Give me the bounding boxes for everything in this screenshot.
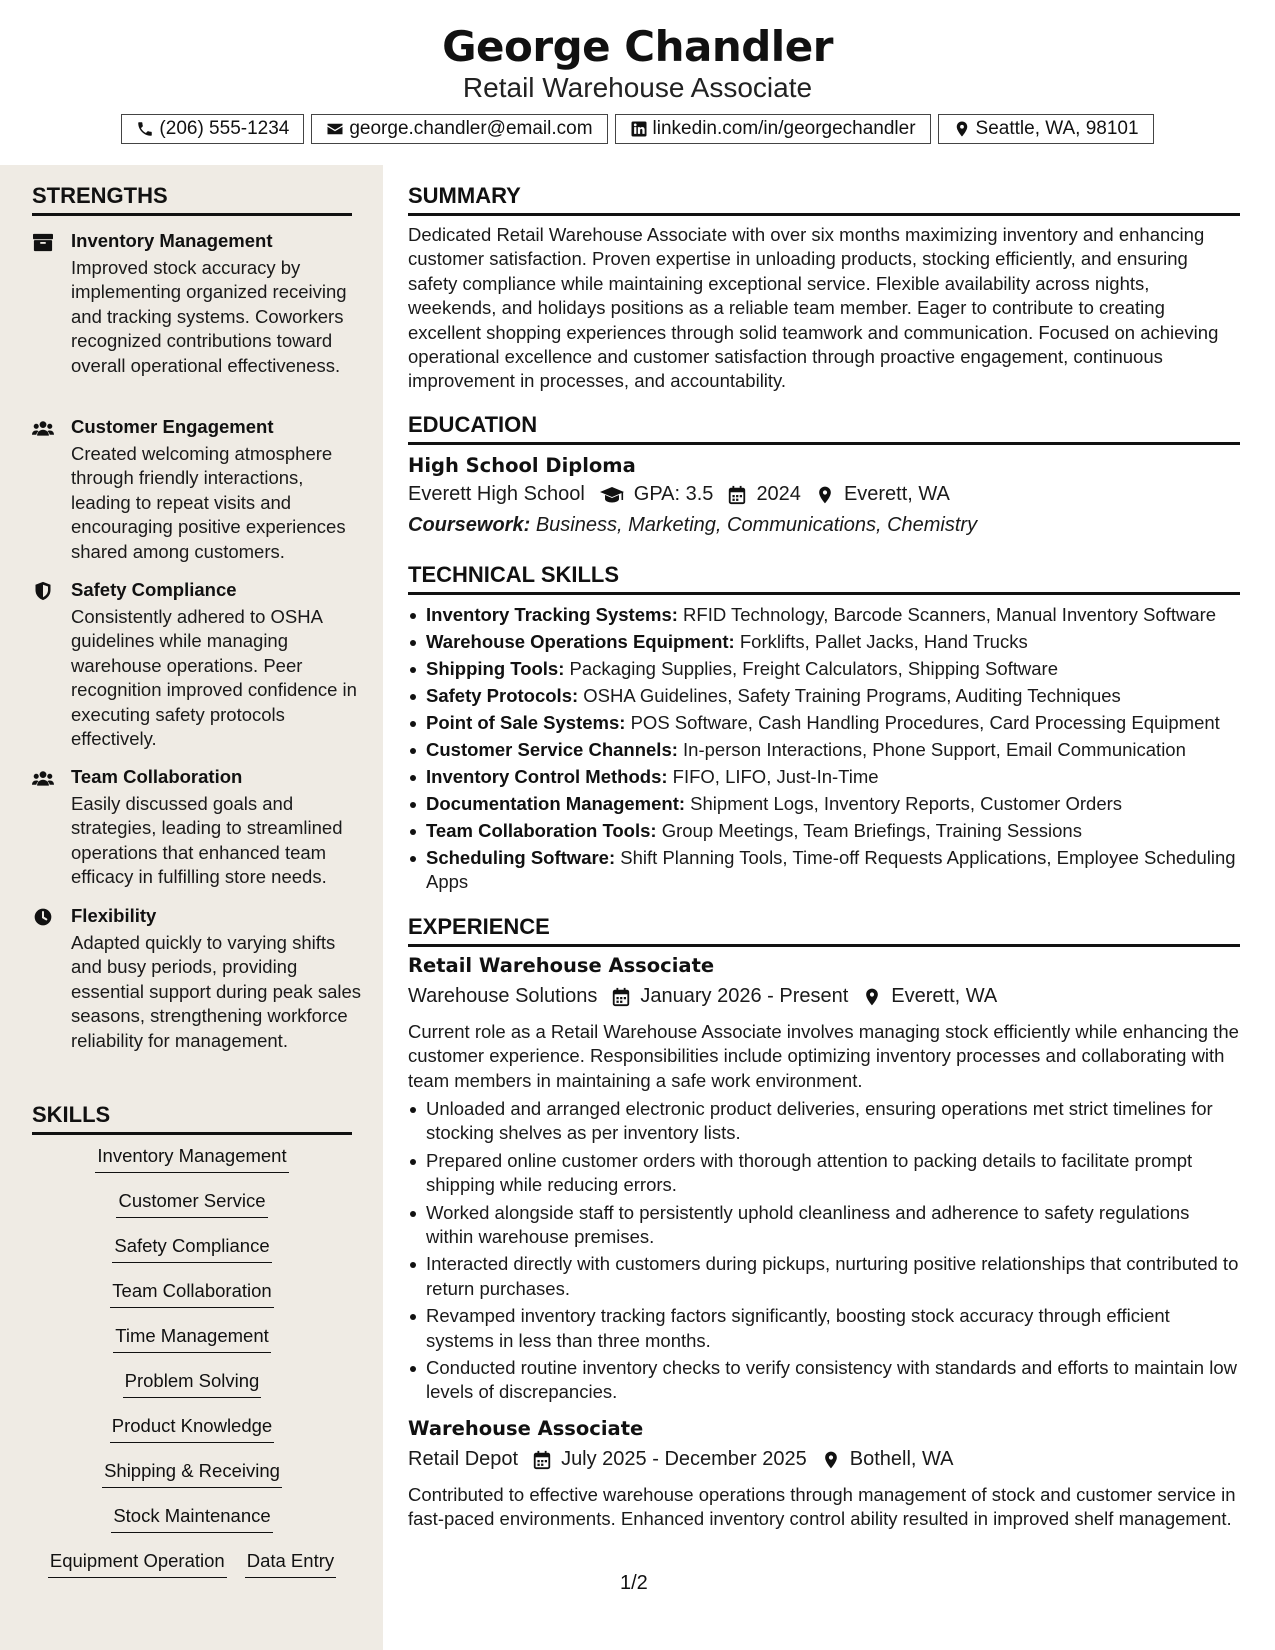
coursework-label: Coursework:: [408, 514, 531, 536]
skill-category: Team Collaboration Tools:: [426, 820, 657, 841]
location-pin-icon: [953, 120, 971, 138]
skill-values: Shipment Logs, Inventory Reports, Customer Orders: [690, 793, 1123, 814]
job-title: Retail Warehouse Associate: [408, 954, 715, 977]
graduation-year: 2024: [756, 483, 801, 505]
list-item: [408, 657, 1240, 681]
phone-text: (206) 555-1234: [159, 118, 290, 139]
school-location: Everett, WA: [843, 483, 950, 505]
resume-header: [0, 0, 1275, 165]
page-number: 1/2: [620, 1572, 648, 1594]
technical-skills-heading: TECHNICAL SKILLS: [408, 562, 1240, 595]
contact-email[interactable]: [311, 114, 607, 144]
skill-values: POS Software, Cash Handling Procedures, Card Processing Equipment: [630, 712, 1220, 733]
skill-values: Forklifts, Pallet Jacks, Hand Trucks: [739, 631, 1028, 652]
list-item: Worked alongside staff to persistently uphold cleanliness and adherence to safety regulations within warehouse premises.: [408, 1201, 1240, 1250]
candidate-title: Retail Warehouse Associate: [462, 72, 813, 103]
job-bullets: [408, 1097, 1240, 1408]
graduation-cap-icon: [599, 485, 625, 505]
list-item: Interacted directly with customers during pickups, nurturing positive relationships that contributed to return purchases.: [408, 1252, 1240, 1301]
list-item: [408, 792, 1240, 816]
list-item: [408, 738, 1240, 762]
skill-tag: Team Collaboration: [110, 1280, 273, 1308]
strength-title: Inventory Management: [71, 230, 273, 251]
job-location: Bothell, WA: [849, 1448, 954, 1470]
candidate-name: George Chandler: [442, 22, 833, 71]
skill-tag: Equipment Operation: [48, 1550, 227, 1578]
job-summary: Current role as a Retail Warehouse Associate involves managing stock efficiently while enhancing the customer experience. Responsibilities include optimizing inventory processes and collaborating with team members in maintaining a safe work environment.: [408, 1021, 1239, 1091]
linkedin-text: linkedin.com/in/georgechandler: [652, 118, 916, 139]
list-item: Prepared online customer orders with thorough attention to packing details to facilitate prompt shipping while reducing errors.: [408, 1149, 1240, 1198]
calendar-icon: [611, 987, 631, 1007]
email-text: george.chandler@email.com: [349, 118, 593, 139]
users-icon: [32, 418, 54, 438]
strength-title: Team Collaboration: [71, 766, 243, 787]
skill-category: Shipping Tools:: [426, 658, 565, 679]
list-item: [408, 711, 1240, 735]
list-item: Conducted routine inventory checks to verify consistency with standards and efforts to maintain low levels of discrepancies.: [408, 1356, 1240, 1405]
list-item: [408, 630, 1240, 654]
skill-tag: Inventory Management: [95, 1145, 288, 1173]
education-meta: [408, 483, 950, 506]
skill-category: Warehouse Operations Equipment:: [426, 631, 735, 652]
strength-description: Consistently adhered to OSHA guidelines while managing warehouse operations. Peer recognition improved confidence in executing safety protocols effectively.: [71, 606, 357, 750]
skill-tag: Shipping & Receiving: [102, 1460, 282, 1488]
sidebar: [0, 165, 383, 1650]
location-pin-icon: [821, 1450, 841, 1470]
skills-list: [32, 1145, 352, 1595]
skill-tag: Time Management: [113, 1325, 271, 1353]
strength-description: Easily discussed goals and strategies, leading to streamlined operations that enhanced team efficacy in fulfilling store needs.: [71, 793, 343, 888]
skill-category: Point of Sale Systems:: [426, 712, 626, 733]
phone-icon: [136, 120, 154, 138]
skills-heading: SKILLS: [32, 1102, 352, 1135]
list-item: [408, 846, 1240, 895]
list-item: [408, 819, 1240, 843]
skill-values: Shift Planning Tools, Time-off Requests Applications, Employee Scheduling Apps: [426, 847, 1236, 893]
job-dates: July 2025 - December 2025: [561, 1448, 807, 1470]
location-pin-icon: [815, 485, 835, 505]
skill-tag: Customer Service: [116, 1190, 267, 1218]
skill-tag: Stock Maintenance: [111, 1505, 272, 1533]
company-name: Warehouse Solutions: [408, 985, 598, 1007]
job-location: Everett, WA: [891, 985, 998, 1007]
shield-icon: [32, 581, 54, 601]
list-item: Revamped inventory tracking factors significantly, boosting stock accuracy through efficient systems in less than three months.: [408, 1304, 1240, 1353]
box-icon: [32, 232, 54, 252]
job-title: Warehouse Associate: [408, 1417, 644, 1440]
skill-tag: Safety Compliance: [112, 1235, 271, 1263]
experience-heading: EXPERIENCE: [408, 914, 1240, 947]
skill-category: Scheduling Software:: [426, 847, 616, 868]
job-meta: [408, 985, 997, 1008]
contact-phone: [121, 114, 304, 144]
strength-title: Flexibility: [71, 905, 157, 926]
linkedin-icon: [630, 120, 648, 138]
summary-text: Dedicated Retail Warehouse Associate with over six months maximizing inventory and enhancing customer satisfaction. Proven expertise in unloading products, stocking efficiently, and ensuring safety compliance while maintaining exceptional service. Flexible availability across nights, weekends, and holidays positions as a reliable team member. Eager to contribute to creating excellent shopping experiences through solid teamwork and communication. Focused on achieving operational excellence and customer satisfaction through proactive engagement, continuous improvement in processes, and accountability.: [408, 224, 1219, 392]
skill-values: OSHA Guidelines, Safety Training Programs, Auditing Techniques: [583, 685, 1121, 706]
coursework-list: Business, Marketing, Communications, Chemistry: [535, 514, 978, 536]
summary-heading: SUMMARY: [408, 183, 1240, 216]
skill-values: In-person Interactions, Phone Support, Email Communication: [683, 739, 1186, 760]
education-heading: EDUCATION: [408, 412, 1240, 445]
skill-category: Inventory Tracking Systems:: [426, 604, 678, 625]
job-dates: January 2026 - Present: [640, 985, 849, 1007]
skill-values: Packaging Supplies, Freight Calculators, Shipping Software: [569, 658, 1058, 679]
strength-title: Safety Compliance: [71, 579, 237, 600]
strength-description: Created welcoming atmosphere through friendly interactions, leading to repeat visits and encouraging positive experiences shared among customers.: [71, 443, 346, 562]
skill-tag: Data Entry: [245, 1550, 336, 1578]
skill-category: Inventory Control Methods:: [426, 766, 668, 787]
school-name: Everett High School: [408, 483, 585, 505]
strength-title: Customer Engagement: [71, 416, 274, 437]
users-icon: [32, 768, 54, 788]
skill-category: Documentation Management:: [426, 793, 686, 814]
location-pin-icon: [862, 987, 882, 1007]
strength-description: Adapted quickly to varying shifts and busy periods, providing essential support during peak sales seasons, strengthening workforce reliability for management.: [71, 932, 362, 1051]
degree-title: High School Diploma: [408, 454, 636, 477]
list-item: [408, 765, 1240, 789]
skill-tag: Product Knowledge: [110, 1415, 274, 1443]
list-item: [408, 684, 1240, 708]
contact-bar: [0, 114, 1275, 144]
envelope-icon: [326, 120, 344, 138]
contact-linkedin[interactable]: [615, 114, 931, 144]
skill-category: Safety Protocols:: [426, 685, 579, 706]
skill-category: Customer Service Channels:: [426, 739, 678, 760]
strengths-heading: STRENGTHS: [32, 183, 352, 216]
location-text: Seattle, WA, 98101: [975, 118, 1139, 139]
list-item: Unloaded and arranged electronic product deliveries, ensuring operations met strict timelines for stocking shelves as per inventory lists.: [408, 1097, 1240, 1146]
gpa: GPA: 3.5: [633, 483, 714, 505]
company-name: Retail Depot: [408, 1448, 519, 1470]
calendar-icon: [727, 485, 747, 505]
skill-values: RFID Technology, Barcode Scanners, Manual Inventory Software: [683, 604, 1217, 625]
contact-location: [938, 114, 1154, 144]
strength-description: Improved stock accuracy by implementing organized receiving and tracking systems. Coworkers recognized contributions toward overall operational effectiveness.: [71, 257, 347, 376]
list-item: [408, 603, 1240, 627]
calendar-icon: [532, 1450, 552, 1470]
job-summary: Contributed to effective warehouse operations through management of stock and customer service in fast-paced environments. Enhanced inventory control ability resulted in improved shelf management.: [408, 1484, 1236, 1530]
clock-icon: [32, 907, 54, 927]
skill-tag: Problem Solving: [123, 1370, 262, 1398]
skill-values: Group Meetings, Team Briefings, Training Sessions: [661, 820, 1082, 841]
skill-values: FIFO, LIFO, Just-In-Time: [672, 766, 879, 787]
coursework: [408, 514, 977, 537]
job-meta: [408, 1448, 954, 1471]
technical-skills-list: [408, 603, 1240, 897]
